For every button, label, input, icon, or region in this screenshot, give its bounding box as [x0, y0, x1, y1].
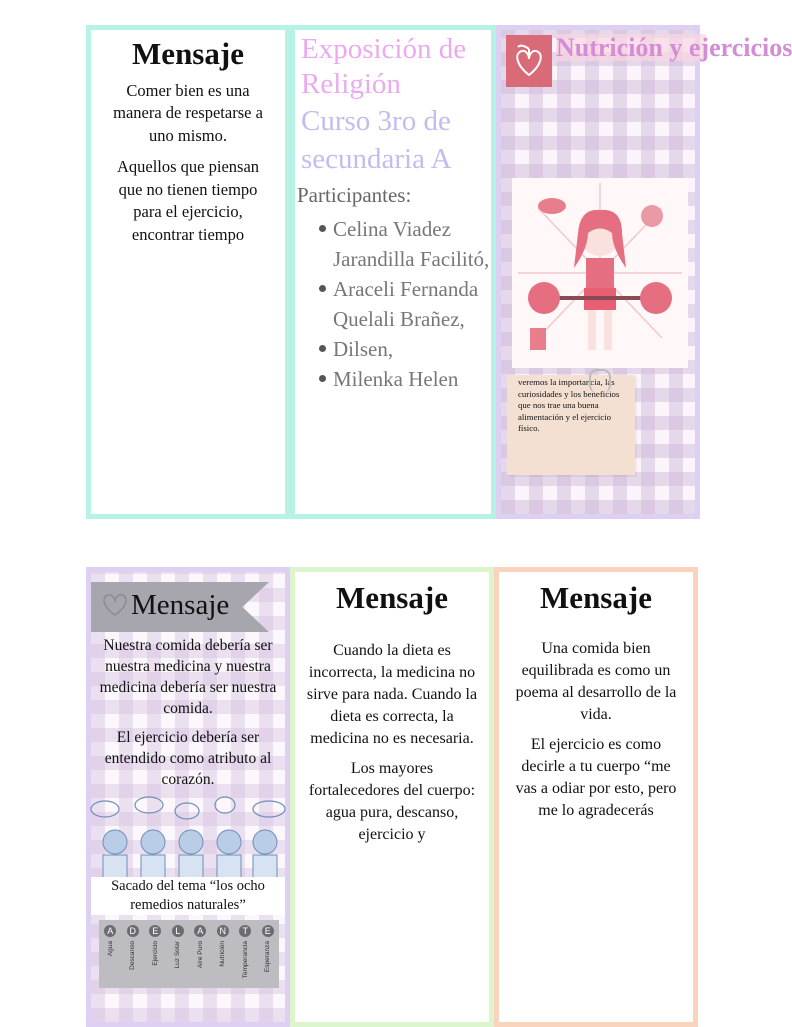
- message-paragraph-1: Una comida bien equilibrada es como un poema al desarrollo de la vida.: [515, 639, 677, 723]
- remedy-letter: E: [149, 925, 161, 937]
- message-paragraph-2: El ejercicio es como decirle a tu cuerpo “me vas a odiar por esto, pero me lo agradecerás: [515, 735, 677, 820]
- participants-list: [295, 214, 491, 394]
- remedy-item: [99, 920, 122, 988]
- remedy-letter: L: [172, 925, 184, 937]
- message-paragraph-1: Cuando la dieta es incorrecta, la medicina no sirve para nada. Cuando la dieta es correcta, la medicina no es necesaria.: [306, 641, 478, 747]
- note-text: veremos la importancia, las curiosidades y los beneficios que nos trae una buena alimentación y el ejercicio físico.: [518, 377, 620, 434]
- source-box: [91, 877, 285, 915]
- remedy-word: Aire Puro: [196, 941, 204, 969]
- friends-sketch-illustration: [91, 797, 285, 882]
- panel-mensaje-1: [86, 25, 290, 519]
- remedy-item: [122, 920, 145, 988]
- remedy-letter: A: [104, 925, 116, 937]
- remedy-word: Nutrición: [219, 941, 227, 967]
- remedy-letter: T: [239, 925, 251, 937]
- remedy-letter: E: [262, 925, 274, 937]
- remedy-item: [189, 920, 212, 988]
- participants-label: Participantes:: [297, 182, 412, 207]
- message-paragraph-2: El ejercicio debería ser entendido como atributo al corazón.: [104, 728, 272, 788]
- panel-text-clip: [91, 80, 285, 274]
- participant-item: Araceli Fernanda Quelali Brañez,: [295, 274, 491, 334]
- participant-item: Milenka Helen: [295, 364, 491, 394]
- panel-cover-info: [290, 25, 496, 519]
- adelante-remedies-chart: [99, 920, 279, 988]
- exposition-title: Exposición de Religión: [301, 33, 467, 100]
- participant-item: Celina Viadez Jarandilla Facilitó,: [295, 214, 491, 274]
- panel-text-clip: [499, 638, 693, 820]
- remedy-item: [234, 920, 257, 988]
- weightlifting-girl-illustration: [512, 178, 688, 368]
- participant-item: Dilsen,: [295, 334, 491, 364]
- panel-mensaje-3: [494, 567, 698, 1027]
- paperclip-icon: [589, 369, 611, 393]
- remedy-item: [257, 920, 280, 988]
- remedy-word: Ejercicio: [151, 941, 159, 966]
- remedy-word: Luz Solar: [174, 941, 182, 969]
- course-subtitle: Curso 3ro de secundaria A: [301, 104, 452, 176]
- panel-heading: Mensaje: [540, 580, 652, 615]
- remedy-item: [167, 920, 190, 988]
- remedy-item: [144, 920, 167, 988]
- remedy-letter: A: [194, 925, 206, 937]
- panel-mensaje-2: [290, 567, 494, 1027]
- remedy-item: [212, 920, 235, 988]
- panel-text: [91, 636, 285, 790]
- message-paragraph-2: Los mayores fortalecedores del cuerpo: agua pura, descanso, ejercicio y: [308, 760, 476, 844]
- heart-leaf-logo-icon: [506, 35, 552, 87]
- cover-title: Nutrición y ejercicios: [556, 33, 792, 62]
- panel-heading: Mensaje: [132, 36, 244, 71]
- remedy-word: Temperancia: [241, 941, 249, 979]
- paper-note: [507, 375, 635, 475]
- remedy-word: Esperanza: [264, 941, 272, 973]
- message-paragraph-1: Nuestra comida debería ser nuestra medicina y nuestra medicina debería ser nuestra comida.: [99, 637, 277, 717]
- message-paragraph-2: Aquellos que piensan que no tienen tiempo para el ejercicio, encontrar tiempo: [116, 156, 260, 245]
- panel-heading: Mensaje: [131, 589, 230, 621]
- remedy-letter: D: [127, 925, 139, 937]
- heart-leaf-outline-icon: [97, 585, 133, 621]
- source-text: Sacado del tema “los ocho remedios naturales”: [111, 878, 265, 913]
- remedy-letter: N: [217, 925, 229, 937]
- message-paragraph-1: Comer bien es una manera de respetarse a uno mismo.: [113, 80, 263, 146]
- remedy-word: Agua: [106, 941, 114, 957]
- panel-heading: Mensaje: [336, 580, 448, 615]
- panel-cover: [496, 25, 792, 519]
- remedy-word: Descanso: [129, 941, 137, 970]
- panel-mensaje-ribbon: [86, 567, 290, 1027]
